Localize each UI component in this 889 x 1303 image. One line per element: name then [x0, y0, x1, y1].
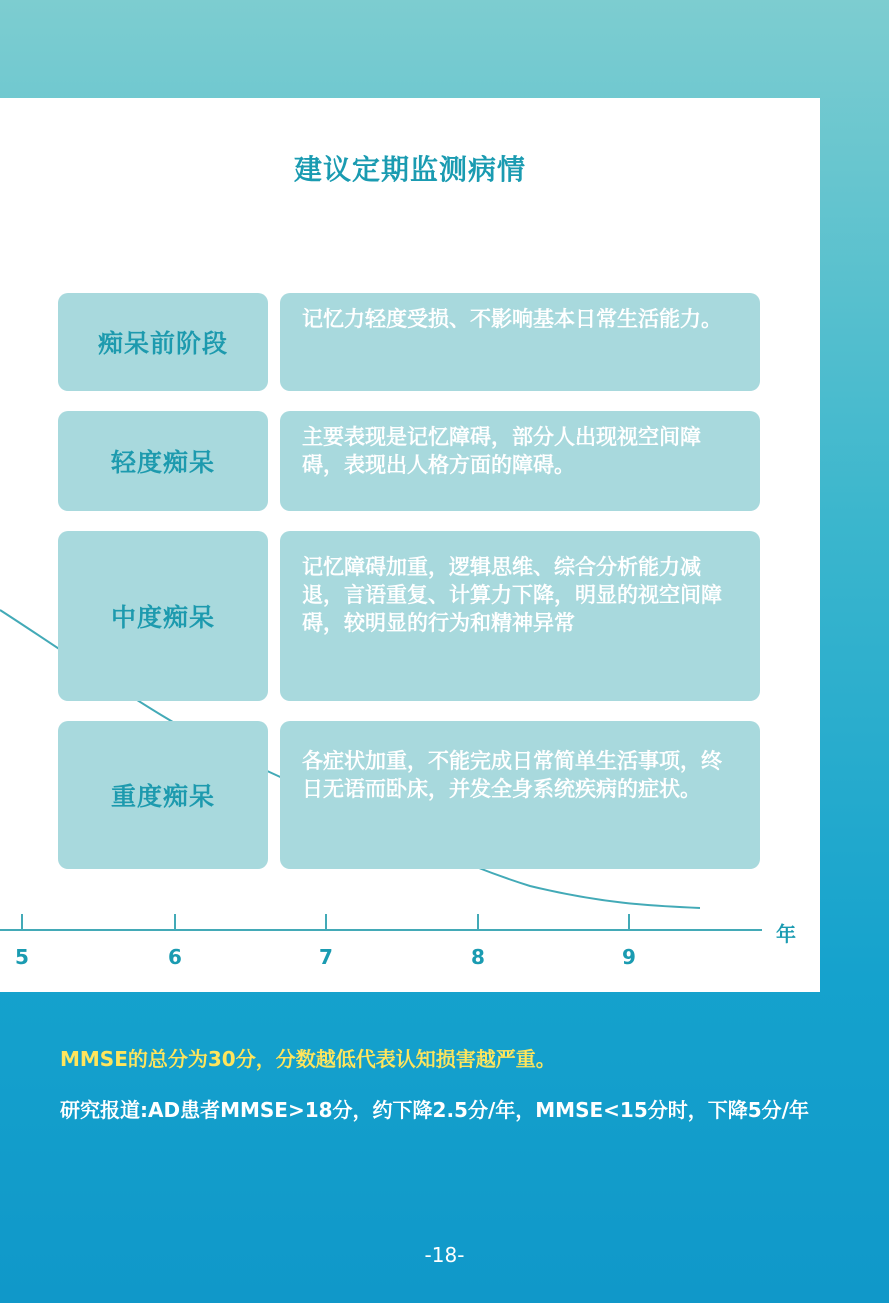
stage-label-mild: 轻度痴呆: [58, 411, 268, 511]
page-number: -18-: [424, 1243, 465, 1267]
x-tick-label: 7: [319, 945, 333, 969]
x-axis-unit: 年: [776, 922, 796, 946]
mmse-score-note: MMSE的总分为30分，分数越低代表认知损害越严重。: [60, 1047, 556, 1071]
stage-label-moderate: 中度痴呆: [58, 531, 268, 701]
stage-description-moderate: 记忆障碍加重，逻辑思维、综合分析能力减退，言语重复、计算力下降，明显的视空间障碍，较明显的行为和精神异常: [280, 531, 760, 701]
stage-label-severe: 重度痴呆: [58, 721, 268, 869]
page-title: 建议定期监测病情: [293, 153, 526, 186]
x-tick-label: 6: [168, 945, 182, 969]
stage-description-severe: 各症状加重，不能完成日常简单生活事项，终日无语而卧床，并发全身系统疾病的症状。: [280, 721, 760, 869]
x-tick-label: 8: [471, 945, 485, 969]
mmse-decline-note: 研究报道:AD患者MMSE>18分，约下降2.5分/年，MMSE<15分时，下降5分/年: [60, 1098, 809, 1122]
stage-description-mild: 主要表现是记忆障碍，部分人出现视空间障碍，表现出人格方面的障碍。: [280, 411, 760, 511]
x-tick-label: 9: [622, 945, 636, 969]
stage-label-predementia: 痴呆前阶段: [58, 293, 268, 391]
x-tick-label: 5: [15, 945, 29, 969]
stage-description-predementia: 记忆力轻度受损、不影响基本日常生活能力。: [280, 293, 760, 391]
